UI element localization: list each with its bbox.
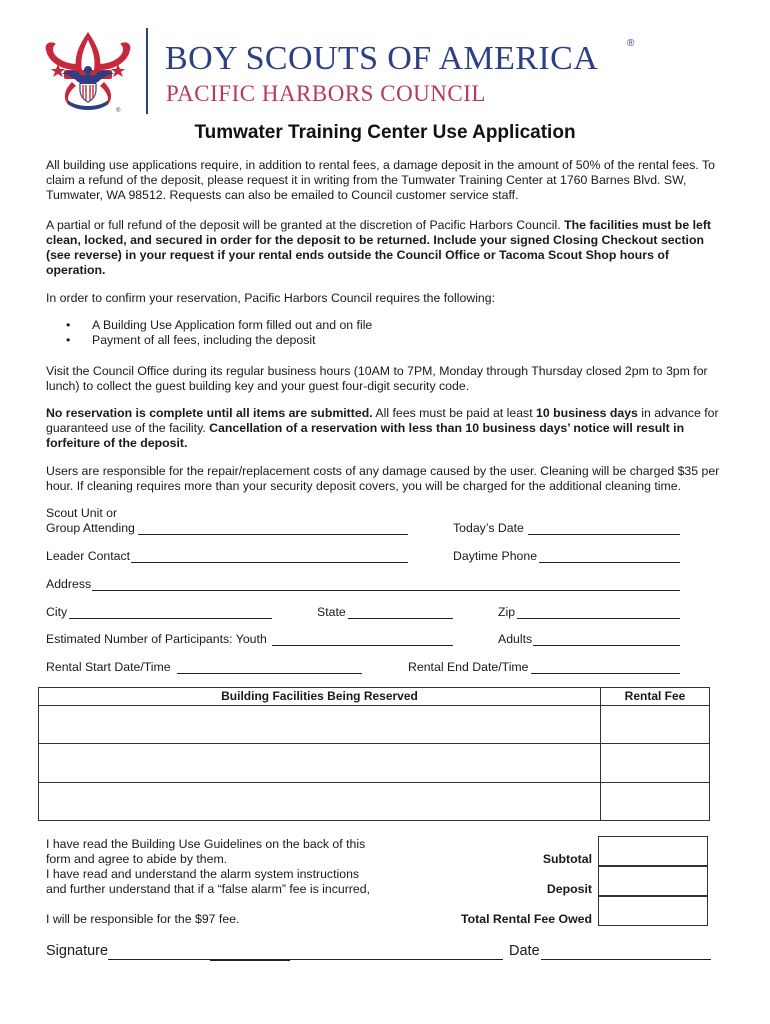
group-attending-label: Group Attending <box>46 521 135 535</box>
column-header-facilities: Building Facilities Being Reserved <box>221 689 418 703</box>
todays-date-label: Today’s Date <box>453 521 524 535</box>
leader-contact-field[interactable] <box>131 562 408 563</box>
refund-paragraph <box>46 218 726 278</box>
signature-field-accent <box>210 960 290 961</box>
facilities-table <box>38 687 710 821</box>
zip-field[interactable] <box>517 618 680 619</box>
registered-trademark: ® <box>627 38 635 49</box>
requirements-list <box>46 318 706 348</box>
deposit-field[interactable] <box>598 866 708 896</box>
total-fee-field[interactable] <box>598 896 708 926</box>
date-field[interactable] <box>541 959 711 960</box>
header-divider <box>146 28 148 114</box>
address-field[interactable] <box>92 590 680 591</box>
participants-youth-label: Estimated Number of Participants: Youth <box>46 632 267 646</box>
subtotal-label: Subtotal <box>542 852 592 866</box>
daytime-phone-field[interactable] <box>539 562 680 563</box>
signature-field[interactable] <box>108 959 503 960</box>
refund-text: A partial or full refund of the deposit will be granted at the discretion of Pacific Harbors Council. <box>46 218 565 232</box>
scout-unit-label: Scout Unit or <box>46 506 118 520</box>
total-fee-label: Total Rental Fee Owed <box>461 912 592 926</box>
daytime-phone-label: Daytime Phone <box>453 549 538 563</box>
refund-conditions: The facilities must be left clean, locked, and secured in order for the deposit to be returned. Include your signed Closing Checkout section (see reverse) in your request if your rental ends outside the Council Office or Tacoma Scout Shop hours of operation. <box>46 218 712 277</box>
page-title: Tumwater Training Center Use Application <box>194 122 576 143</box>
agreement-line: and further understand that if a “false alarm” fee is incurred, <box>46 882 370 896</box>
list-item: • Payment of all fees, including the deposit <box>46 333 706 348</box>
state-field[interactable] <box>348 618 453 619</box>
damage-paragraph: Users are responsible for the repair/replacement costs of any damage caused by the user. Cleaning will be charged $35 per hour. If cleaning requires more than your security deposit covers, you will be charged for the additional cleaning time. <box>46 464 720 493</box>
leader-contact-label: Leader Contact <box>46 549 131 563</box>
fee-cell[interactable] <box>601 744 709 782</box>
adults-field[interactable] <box>533 645 680 646</box>
date-label: Date <box>509 943 540 959</box>
fee-cell[interactable] <box>601 706 709 743</box>
rental-start-label: Rental Start Date/Time <box>46 660 171 674</box>
agreement-line: I have read the Building Use Guidelines on the back of this <box>46 837 366 851</box>
fees-text: All fees must be paid at least <box>372 406 537 420</box>
council-name: PACIFIC HARBORS COUNCIL <box>166 81 486 106</box>
organization-name: BOY SCOUTS OF AMERICA <box>165 40 599 77</box>
logo-registered-mark: ® <box>116 108 121 114</box>
business-days-text: 10 business days <box>536 406 638 420</box>
list-item: • A Building Use Application form filled out and on file <box>46 318 706 333</box>
subtotal-field[interactable] <box>598 836 708 866</box>
agreement-line: I will be responsible for the $97 fee. <box>46 912 240 926</box>
requirements-intro: In order to confirm your reservation, Pacific Harbors Council requires the following: <box>46 291 496 305</box>
advance-text: in advance for guaranteed use of the facility. <box>46 406 719 435</box>
bsa-fleur-de-lis-logo <box>42 30 134 114</box>
state-label: State <box>317 605 346 619</box>
city-label: City <box>46 605 68 619</box>
table-row[interactable] <box>39 706 600 743</box>
todays-date-field[interactable] <box>528 534 680 535</box>
signature-label: Signature <box>46 943 109 959</box>
fee-cell[interactable] <box>601 783 709 820</box>
rental-start-field[interactable] <box>177 673 362 674</box>
table-row[interactable] <box>39 744 600 782</box>
table-row[interactable] <box>39 783 600 820</box>
agreement-line: I have read and understand the alarm system instructions <box>46 867 360 881</box>
deposit-label: Deposit <box>546 882 592 896</box>
reservation-complete-note: No reservation is complete until all items are submitted. <box>46 406 373 420</box>
city-field[interactable] <box>69 618 272 619</box>
column-header-rental-fee: Rental Fee <box>624 689 686 703</box>
office-hours-paragraph: Visit the Council Office during its regular business hours (10AM to 7PM, Monday through Thursday closed 2pm to 3pm for lunch) to collect the guest building key and your guest four-digit security code. <box>46 364 708 393</box>
agreement-line: form and agree to abide by them. <box>46 852 228 866</box>
address-label: Address <box>46 577 92 591</box>
rental-end-label: Rental End Date/Time <box>408 660 529 674</box>
adults-label: Adults <box>498 632 533 646</box>
rental-end-field[interactable] <box>531 673 680 674</box>
participants-youth-field[interactable] <box>272 645 453 646</box>
group-attending-field[interactable] <box>138 534 408 535</box>
reservation-terms-paragraph <box>46 406 726 451</box>
zip-label: Zip <box>498 605 516 619</box>
deposit-paragraph: All building use applications require, in addition to rental fees, a damage deposit in the amount of 50% of the rental fees. To claim a refund of the deposit, please request it in writing from the Tumwater Training Center at 1760 Barnes Blvd. SW, Tumwater, WA 98512. Requests can also be emailed to Council customer service staff. <box>46 158 716 202</box>
cancellation-policy: Cancellation of a reservation with less than 10 business days’ notice will result in forfeiture of the deposit. <box>46 421 685 450</box>
